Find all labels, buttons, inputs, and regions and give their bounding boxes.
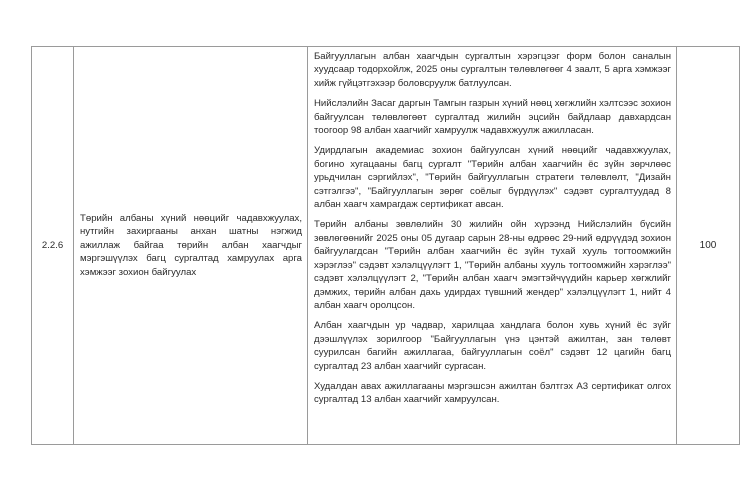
goal-text: Төрийн албаны хүний нөөцийг чадавхжуулах, нутгийн захиргааны анхан шатны нэгжид ажиллаж байгаа төрийн албан хаагчдыг мэргэшүүлэх багц сургалтад хамруулах арга хэмжээг зохион байгуулах [74,47,308,445]
activity-paragraph: Байгууллагын албан хаагчдын сургалтын хэрэгцээг форм болон саналын хуудсаар тодорхойлж, 2025 оны сургалтын төлөвлөгөөг 4 заалт, 5 арга хэмжээг хийж гүйцэтгэхээр боловсруулж батлуулсан. [314,51,671,89]
activity-paragraph: Нийслэлийн Засаг даргын Тамгын газрын хүний нөөц хөгжлийн хэлтсээс зохион байгуулсан төлөвлөгөөт сургалтад жилийн эцсийн байдлаар давхардсан тоогоор 98 албан хаагчийг хамруулж чадавхжуулж ажилласан. [314,98,671,137]
activity-paragraph: Албан хаагчдын ур чадвар, харилцаа хандлага болон хувь хүний ёс зүйг дээшлүүлэх зорилгоор "Байгууллагын үнэ цэнтэй ажилтан, зан төлөвт суурилсан багийн ажиллагаа, байгууллагын соёл" сэдэвт 12 цагийн багц сургалтад 23 албан хаагчийг сургасан. [314,320,671,372]
activities-cell [308,47,677,445]
activity-paragraph: Худалдан авах ажиллагааны мэргэшсэн ажилтан бэлтгэх А3 сертификат олгох сургалтад 13 албан хаагчийг хамруулсан. [314,380,671,406]
score-value: 100 [677,47,740,445]
report-table [31,46,740,445]
activity-paragraph: Төрийн албаны зөвлөлийн 30 жилийн ойн хүрээнд Нийслэлийн бүсийн зөвлөгөөнийг 2025 оны 05 дугаар сарын 28-ны өдрөөс 29-ний өдрүүдэд зохион байгуулагдсан "Төрийн албан хаагчийн ёс зүйн тухай хууль тогтоомжийн хэрэглээ" сэдэвт хэлэлцүүлэгт 1, "Төрийн албаны хууль тогтоомжийн хэрэглээ" сэдэвт хэлэлцүүлэгт 2, "Төрийн албан хаагч эмэгтэйчүүдийн карьер хөгжлийг дэмжих, төрийн албан дахь удирдах түвшний жендер" хэлэлцүүлэгт 1, нийт 4 албан хаагч оролцсон. [314,219,671,311]
table-row [32,47,740,445]
row-number: 2.2.6 [32,47,74,445]
activity-paragraph: Удирдлагын академиас зохион байгуулсан хүний нөөцийг чадавхжуулах, богино хугацааны багц сургалт "Төрийн албан хаагчийн ёс зүйн зөрчлөөс урьдчилан сэргийлэх", "Төрийн байгууллагын стратеги төлөвлөлт, "Дизайн сэтгэлгээ", "Байгууллагын зөрөг соёлыг бүрдүүлэх" сэдэвт сургалтуудад 8 албан хаагч хамрагдаж сертификат авсан. [314,145,671,211]
